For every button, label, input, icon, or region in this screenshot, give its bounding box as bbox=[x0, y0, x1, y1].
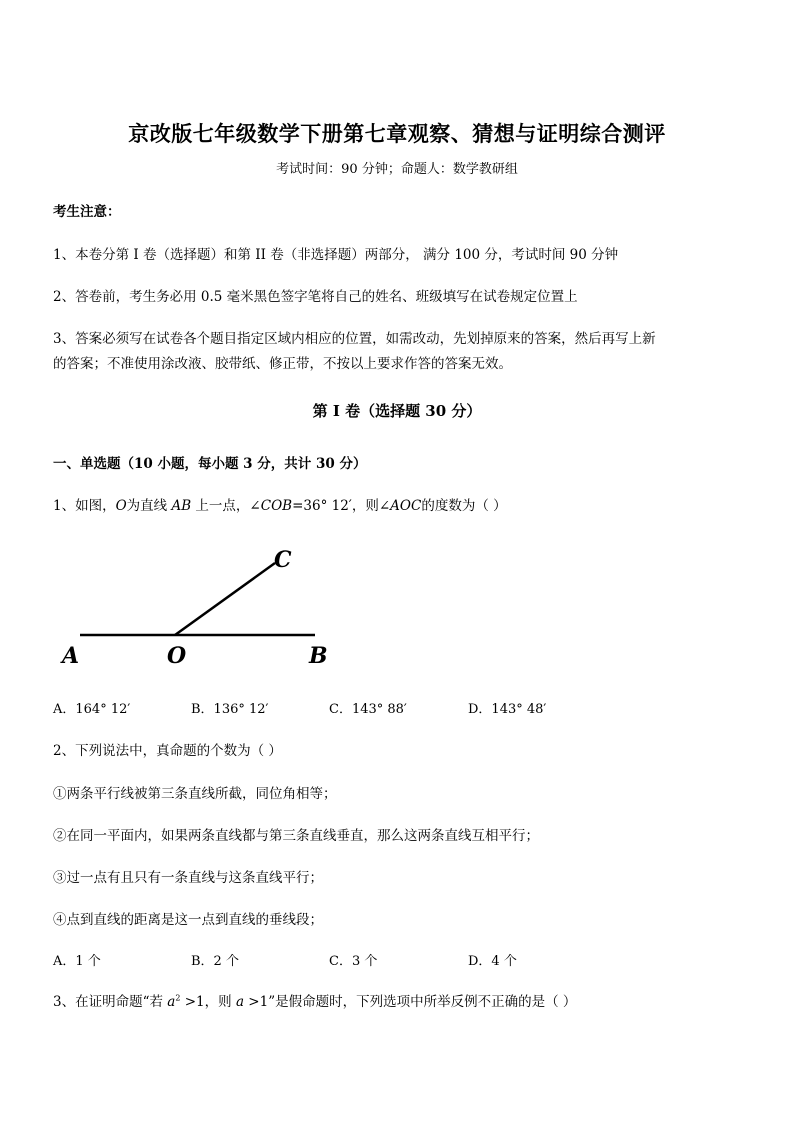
section-title: 第 I 卷（选择题 30 分） bbox=[312, 402, 482, 420]
q2-statement-3: ③过一点有且只有一条直线与这条直线平行； bbox=[53, 870, 323, 886]
notice-item-2: 2、答卷前，考生务必用 0.5 毫米黑色签字笔将自己的姓名、班级填写在试卷规定位置上 bbox=[53, 289, 578, 305]
part-heading: 一、单选题（10 小题，每小题 3 分，共计 30 分） bbox=[53, 456, 367, 472]
q1-angle-aoc: AOC bbox=[390, 498, 422, 514]
angle-figure bbox=[55, 540, 345, 680]
q2-statement-4: ④点到直线的距离是这一点到直线的垂线段； bbox=[53, 912, 323, 928]
label-c: C bbox=[274, 547, 292, 573]
q3-text: >1，则 bbox=[180, 994, 236, 1010]
q2-option-c[interactable]: C．3 个 bbox=[329, 954, 378, 969]
q1-option-b[interactable]: B．136° 12′ bbox=[191, 702, 269, 717]
q2-option-b[interactable]: B．2 个 bbox=[191, 954, 239, 969]
notice-heading: 考生注意： bbox=[53, 204, 121, 220]
q1-option-d[interactable]: D．143° 48′ bbox=[468, 702, 547, 717]
label-b: B bbox=[309, 643, 328, 669]
notice-item-3: 3、答案必须写在试卷各个题目指定区域内相应的位置，如需改动，先划掉原来的答案，然后再写上新 bbox=[53, 331, 656, 347]
q2-option-d[interactable]: D．4 个 bbox=[468, 954, 517, 969]
q1-text: =36° 12′，则∠ bbox=[292, 498, 391, 514]
ray-oc bbox=[175, 563, 275, 635]
notice-item-3-cont: 的答案；不准使用涂改液、胶带纸、修正带，不按以上要求作答的答案无效。 bbox=[53, 356, 512, 372]
q1-text: 的度数为（ ） bbox=[421, 498, 507, 514]
q1-line-ab: AB bbox=[171, 498, 192, 514]
q3-text: 3、在证明命题“若 bbox=[53, 994, 168, 1010]
q2-statement-1: ①两条平行线被第三条直线所截，同位角相等； bbox=[53, 786, 337, 802]
q1-text: 1、如图， bbox=[53, 498, 116, 514]
q1-option-a[interactable]: A．164° 12′ bbox=[53, 702, 131, 717]
notice-item-1: 1、本卷分第 I 卷（选择题）和第 II 卷（非选择题）两部分， 满分 100 分，考试时间 90 分钟 bbox=[53, 247, 619, 263]
q3-var-a: a bbox=[167, 994, 176, 1010]
exam-subtitle: 考试时间：90 分钟；命题人：数学教研组 bbox=[276, 162, 518, 177]
label-o: O bbox=[167, 643, 187, 669]
question-1-stem bbox=[53, 494, 507, 514]
q1-text: 上一点，∠ bbox=[191, 498, 261, 514]
q3-exponent: 2 bbox=[175, 993, 181, 1003]
question-2-stem: 2、下列说法中，真命题的个数为（ ） bbox=[53, 743, 282, 759]
q1-angle-cob: COB bbox=[260, 498, 293, 514]
exam-title: 京改版七年级数学下册第七章观察、猜想与证明综合测评 bbox=[128, 121, 666, 146]
q2-option-a[interactable]: A．1 个 bbox=[53, 954, 101, 969]
q3-text: >1”是假命题时，下列选项中所举反例不正确的是（ ） bbox=[244, 994, 577, 1010]
q1-option-c[interactable]: C．143° 88′ bbox=[329, 702, 407, 717]
label-a: A bbox=[62, 643, 80, 669]
q3-var-a: a bbox=[235, 994, 244, 1010]
q1-point-o: O bbox=[115, 498, 127, 514]
q1-text: 为直线 bbox=[126, 498, 172, 514]
q2-statement-2: ②在同一平面内，如果两条直线都与第三条直线垂直，那么这两条直线互相平行； bbox=[53, 828, 539, 844]
question-3-stem bbox=[53, 990, 576, 1010]
